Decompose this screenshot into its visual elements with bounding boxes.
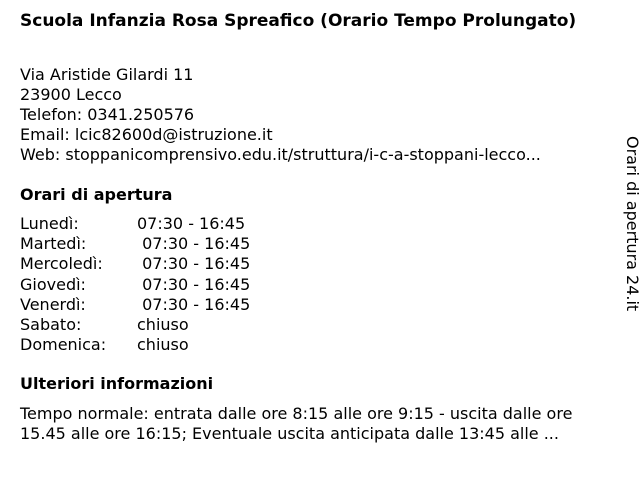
hours-row-tuesday [20, 234, 250, 254]
hours-value: 07:30 - 16:45 [137, 234, 251, 254]
opening-hours-heading: Orari di apertura [20, 185, 173, 204]
info-line: Tempo normale: entrata dalle ore 8:15 alle ore 9:15 - uscita dalle ore [20, 404, 573, 423]
hours-value: 07:30 - 16:45 [137, 214, 246, 233]
day-label: Lunedì: [20, 214, 79, 233]
email-address[interactable]: Email: lcic82600d@istruzione.it [20, 125, 273, 144]
hours-row-saturday [20, 315, 250, 335]
opening-hours-table [20, 214, 250, 355]
info-line: 15.45 alle ore 16:15; Eventuale uscita anticipata dalle 13:45 alle ... [20, 424, 559, 443]
day-label: Mercoledì: [20, 254, 103, 274]
site-watermark: Orari di apertura 24.it [623, 136, 642, 312]
additional-info-text [20, 404, 620, 444]
city-postal-code: 23900 Lecco [20, 85, 122, 104]
hours-value: 07:30 - 16:45 [137, 274, 251, 294]
address-block [20, 65, 610, 165]
hours-value: chiuso [137, 315, 189, 335]
street-address: Via Aristide Gilardi 11 [20, 65, 194, 84]
hours-value: 07:30 - 16:45 [137, 254, 251, 274]
hours-row-friday [20, 295, 250, 315]
hours-value: chiuso [137, 335, 189, 355]
day-label: Sabato: [20, 315, 82, 335]
page-title: Scuola Infanzia Rosa Spreafico (Orario Tempo Prolungato) [20, 11, 577, 31]
hours-row-sunday [20, 335, 250, 355]
phone-number[interactable]: Telefon: 0341.250576 [20, 105, 195, 124]
day-label: Domenica: [20, 335, 107, 355]
additional-info-heading: Ulteriori informazioni [20, 374, 214, 393]
website-link[interactable]: Web: stoppanicomprensivo.edu.it/struttura/i-c-a-stoppani-lecco... [20, 145, 541, 164]
hours-row-wednesday [20, 254, 250, 274]
hours-row-thursday [20, 275, 250, 295]
hours-row-monday [20, 214, 250, 234]
day-label: Giovedì: [20, 274, 86, 294]
day-label: Martedì: [20, 234, 87, 254]
day-label: Venerdì: [20, 294, 86, 314]
hours-value: 07:30 - 16:45 [137, 294, 251, 314]
